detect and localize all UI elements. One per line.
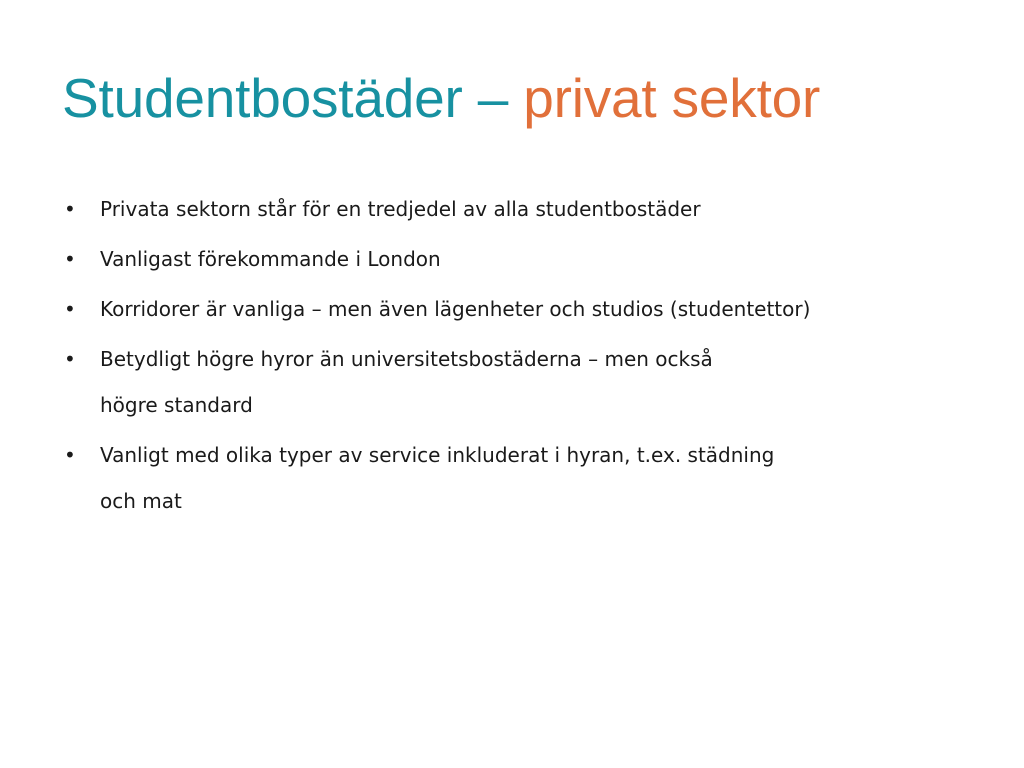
bullet-line: högre standard bbox=[100, 393, 253, 417]
bullet-dot-icon: • bbox=[64, 347, 76, 371]
bullet-text bbox=[100, 336, 964, 428]
bullet-text bbox=[100, 432, 964, 524]
slide-title bbox=[62, 62, 820, 134]
bullet-line: Korridorer är vanliga – men även lägenheter och studios (studentettor) bbox=[100, 297, 811, 321]
bullet-item bbox=[64, 286, 964, 332]
title-accent: privat sektor bbox=[523, 67, 821, 129]
bullet-list bbox=[64, 186, 964, 528]
bullet-dot-icon: • bbox=[64, 443, 76, 467]
bullet-line: Vanligast förekommande i London bbox=[100, 247, 441, 271]
bullet-dot-icon: • bbox=[64, 297, 76, 321]
bullet-line: Vanligt med olika typer av service inkluderat i hyran, t.ex. städning bbox=[100, 443, 775, 467]
bullet-text bbox=[100, 236, 964, 282]
bullet-line: Privata sektorn står för en tredjedel av alla studentbostäder bbox=[100, 197, 701, 221]
bullet-text bbox=[100, 286, 964, 332]
bullet-item bbox=[64, 336, 964, 428]
bullet-dot-icon: • bbox=[64, 197, 76, 221]
bullet-item bbox=[64, 186, 964, 232]
bullet-text bbox=[100, 186, 964, 232]
bullet-dot-icon: • bbox=[64, 247, 76, 271]
bullet-line: och mat bbox=[100, 489, 182, 513]
bullet-item bbox=[64, 432, 964, 524]
bullet-item bbox=[64, 236, 964, 282]
bullet-line: Betydligt högre hyror än universitetsbostäderna – men också bbox=[100, 347, 713, 371]
title-main: Studentbostäder – bbox=[62, 67, 524, 129]
